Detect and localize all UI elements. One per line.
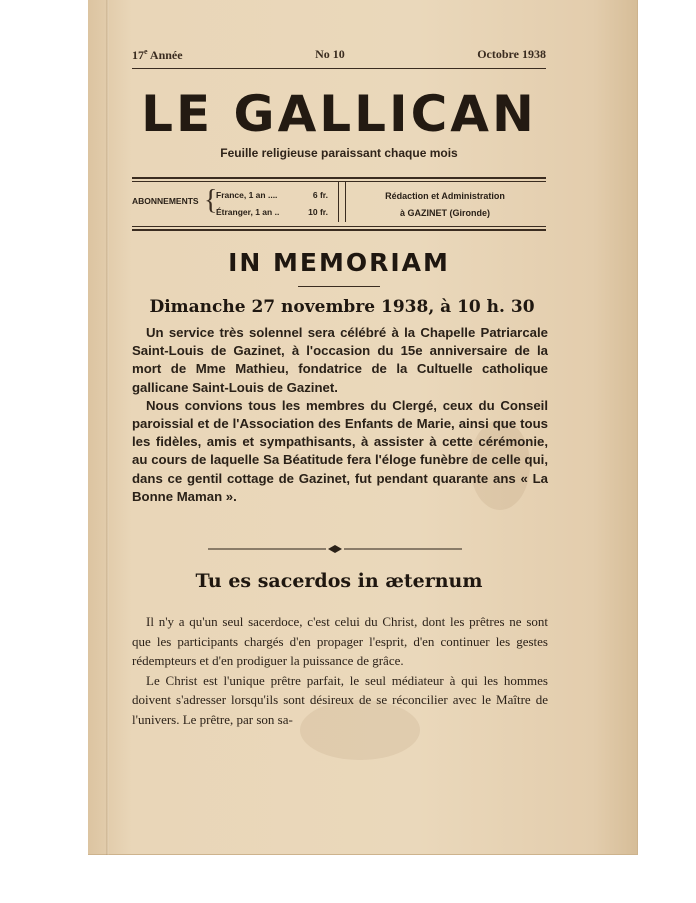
event-date: Dimanche 27 novembre 1938, à 10 h. 30 [149, 297, 535, 317]
subscription-rates [216, 187, 328, 221]
issue-header [132, 47, 546, 63]
issue-number: No 10 [315, 47, 345, 61]
article-paragraph: Il n'y a qu'un seul sacerdoce, c'est celui du Christ, dont les prêtres ne sont que les participants chargés d'en propager l'esprit, d'en continuer les gestes rédempteurs et d'en prodiguer la puissance de grâce. [132, 614, 548, 669]
ornament-diamond [328, 545, 342, 553]
article-title: Tu es sacerdos in æternum [195, 570, 483, 592]
article-body [132, 612, 548, 730]
subscription-rule-bottom [132, 229, 546, 231]
page-fold-shadow [106, 0, 109, 855]
article-paragraph: Le Christ est l'unique prêtre parfait, le seul médiateur à qui les hommes doivent s'adresser lorsqu'ils sont désireux de se réconcilier avec le Maître de l'univers. Le prêtre, par son sa- [132, 672, 548, 727]
column-separator [338, 182, 346, 222]
brace-glyph: { [204, 185, 218, 216]
header-rule [132, 68, 546, 69]
masthead-subtitle: Feuille religieuse paraissant chaque mois [220, 146, 458, 160]
memoriam-announcement [132, 324, 548, 506]
announcement-paragraph: Un service très solennel sera célébré à la Chapelle Patriarcale Saint-Louis de Gazinet, à l'occasion du 15e anniversaire de la mort de Mme Mathieu, fondatrice de la Cultuelle catholique gallicane Saint-Louis de Gazinet. [132, 325, 548, 395]
year-label: 17e Année [132, 47, 183, 62]
administration-info: Rédaction et Administration à GAZINET (Gironde) [385, 191, 505, 218]
subscription-rule-bottom-thin [132, 226, 546, 227]
masthead-title: LE GALLICAN [141, 85, 537, 143]
rate-row: France, 1 an .... 6 fr. [216, 190, 328, 200]
announcement-paragraph: Nous convions tous les membres du Clergé, ceux du Conseil paroissial et de l'Association des Enfants de Marie, ainsi que tous les fidèles, amis et sympathisants, à assister à cette cérémonie, au cours de laquelle Sa Béatitude fera l'éloge funèbre de celle qui, dans ce gentil cottage de Gazinet, fut pendant quarante ans « La Bonne Maman ». [132, 397, 548, 504]
subscriptions-label: ABONNEMENTS [132, 196, 199, 206]
ornament-divider [208, 544, 462, 554]
memoriam-heading: IN MEMORIAM [228, 248, 450, 277]
subscription-rule-top [132, 177, 546, 179]
memoriam-underline [298, 286, 380, 287]
issue-date: Octobre 1938 [477, 47, 546, 61]
rate-row: Étranger, 1 an .. 10 fr. [216, 207, 328, 217]
